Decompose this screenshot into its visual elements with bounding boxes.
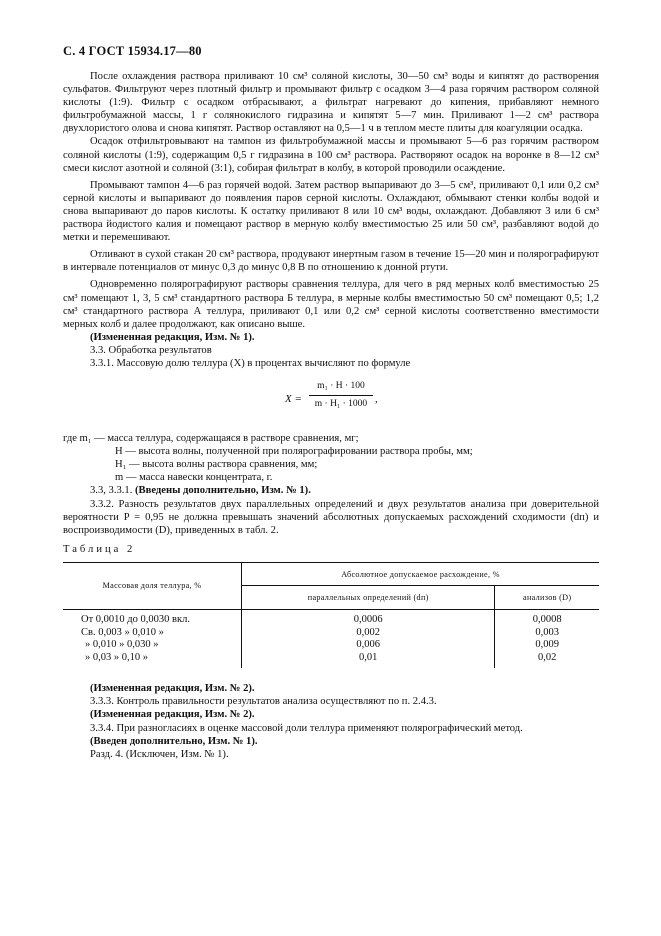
table-cell-range: » 0,03 » 0,10 » [85,651,148,663]
formula [63,376,599,424]
formula-denominator: m · H₁ · 1000 [314,399,368,410]
paragraph-polarography: Отливают в сухой стакан 20 см³ раствора, продувают инертным газом в течение 15—20 мин и полярографируют в интервале потенциалов от минус 0,3 до минус 0,8 В по отношению к донной ртути. [63,249,599,274]
formula-comma: , [375,393,378,406]
where-list [63,432,599,484]
formula-numerator: m₁ · H · 100 [309,380,373,396]
table-cell-dn: 0,0006 [353,613,383,625]
amendment-note-1: (Измененная редакция, Изм. № 1). [90,331,255,343]
paragraph-reference-solutions: Одновременно полярографируют растворы сравнения теллура, для чего в ряд мерных колб вместимостью 25 см³ помещают 1, 3, 5 см³ стандартного раствора Б теллура, в мерные колбы вместимостью 50 см³ помещают 0,5; 1,2 см³ стандартного раствора А теллура, приливают 0,1 или 0,2 см³ серной кислоты соответственно вместимости мерных колб и далее продолжают, как описано выше. [63,279,599,330]
tolerance-table [63,562,599,668]
section-3-3-3: 3.3.3. Контроль правильности результатов анализа осуществляют по п. 2.4.3. [90,696,437,708]
table-header-dn: параллельных определений (dп) [242,586,495,610]
amendment-note-2b: (Измененная редакция, Изм. № 2). [90,709,255,721]
table-cell-dn-values [242,609,495,668]
table-cell-D: 0,003 [535,626,560,638]
table-row [63,609,599,668]
section-3-3-2: 3.3.2. Разность результатов двух параллельных определений и двух результатов анализа при доверительной вероятности P = 0,95 не должна превышать значений абсолютных допускаемых расхождений сходимости (dп) и воспроизводимости (D), приведенных в табл. 2. [63,498,599,536]
section-3-3-1: 3.3.1. Массовую долю теллура (X) в процентах вычисляют по формуле [90,357,411,369]
closing-section [63,682,599,761]
table-cell-dn: 0,01 [359,651,378,663]
paragraph-washing: Промывают тампон 4—6 раз горячей водой. Затем раствор выпаривают до 3—5 см³, приливают 0,1 или 0,2 см³ серной кислоты и выпаривают до появления паров серной кислоты. Охлаждают, обмывают стенки колбы водой и снова выпаривают до паров кислоты. К остатку приливают 8 или 10 см³ воды, охлаждают. Добавляют 3 или 6 см³ раствора йодистого калия и помещают раствор в мерную колбу вместимостью 25 или 50 см³, разбавляют водой до метки и перемешивают. [63,179,599,244]
table-cell-D: 0,02 [538,651,557,663]
page-header: С. 4 ГОСТ 15934.17—80 [63,44,202,58]
table-cell-range: Св. 0,003 » 0,010 » [81,626,164,638]
paragraph-cooling: После охлаждения раствора приливают 10 см³ соляной кислоты, 30—50 см³ воды и кипятят до растворения сульфатов. Фильтруют через плотный фильтр и промывают фильтр с осадком 3—4 раза горячим раствором соляной кислоты (1:9). Фильтр с осадком отбрасывают, а фильтрат нагревают до кипения, прибавляют немного фильтробумажной массы, 1 г солянокислого гидразина и кипятят 5—7 мин. Приливают 1—2 см³ раствора двухлористого олова и снова кипятят. Раствор оставляют на 0,5—1 ч в теплом месте плиты для коагуляции осадка. [63,71,599,135]
paragraph-filtering: Осадок отфильтровывают на тампон из фильтробумажной массы и промывают 5—6 раз горячим раствором соляной кислоты (1:9), содержащим 0,5 г гидразина в 100 см³ раствора. Растворяют осадок на воронке в 8—12 см³ смеси кислот азотной и соляной (3:1), собирая фильтрат в колбу, в которой проводили осаждение. [63,136,599,174]
table-header-mass-fraction: Массовая доля теллура, % [63,562,242,609]
table-header-group: Абсолютное допускаемое расхождение, % [242,562,600,586]
table-cell-D: 0,009 [535,639,560,651]
where-item: m — масса навески концентрата, г. [115,472,273,484]
table-caption: Таблица 2 [63,543,136,555]
amendment-note-3: (Введен дополнительно, Изм. № 1). [90,735,258,747]
table-cell-ranges [63,609,242,668]
formula-fraction [309,380,373,411]
table-cell-D-values [495,609,599,668]
where-item: где m₁ — масса теллура, содержащаяся в растворе сравнения, мг; [63,433,359,445]
section-3-3-4: 3.3.4. При разногласиях в оценке массовой доли теллура применяют полярографический метод. [90,722,523,734]
formula-lhs: X = [285,393,302,406]
where-item: H — высота волны, полученной при полярографировании раствора пробы, мм; [115,446,473,458]
intro-note-bold: (Введены дополнительно, Изм. № 1). [135,485,311,497]
table-cell-dn: 0,002 [356,626,381,638]
table-cell-range: » 0,010 » 0,030 » [85,639,159,651]
amendment-note-2a: (Измененная редакция, Изм. № 2). [90,683,255,695]
table-header-D: анализов (D) [495,586,599,610]
table-cell-range: От 0,0010 до 0,0030 вкл. [81,613,190,625]
intro-note [63,484,599,497]
intro-note-prefix: 3.3, 3.3.1. [90,485,136,497]
table-cell-dn: 0,006 [356,639,381,651]
section-4-excluded: Разд. 4. (Исключен, Изм. № 1). [90,748,229,760]
table-cell-D: 0,0008 [532,613,562,625]
document-body [63,70,599,761]
section-3-3-title: 3.3. Обработка результатов [90,344,212,356]
where-item: H₁ — высота волны раствора сравнения, мм; [115,459,318,471]
